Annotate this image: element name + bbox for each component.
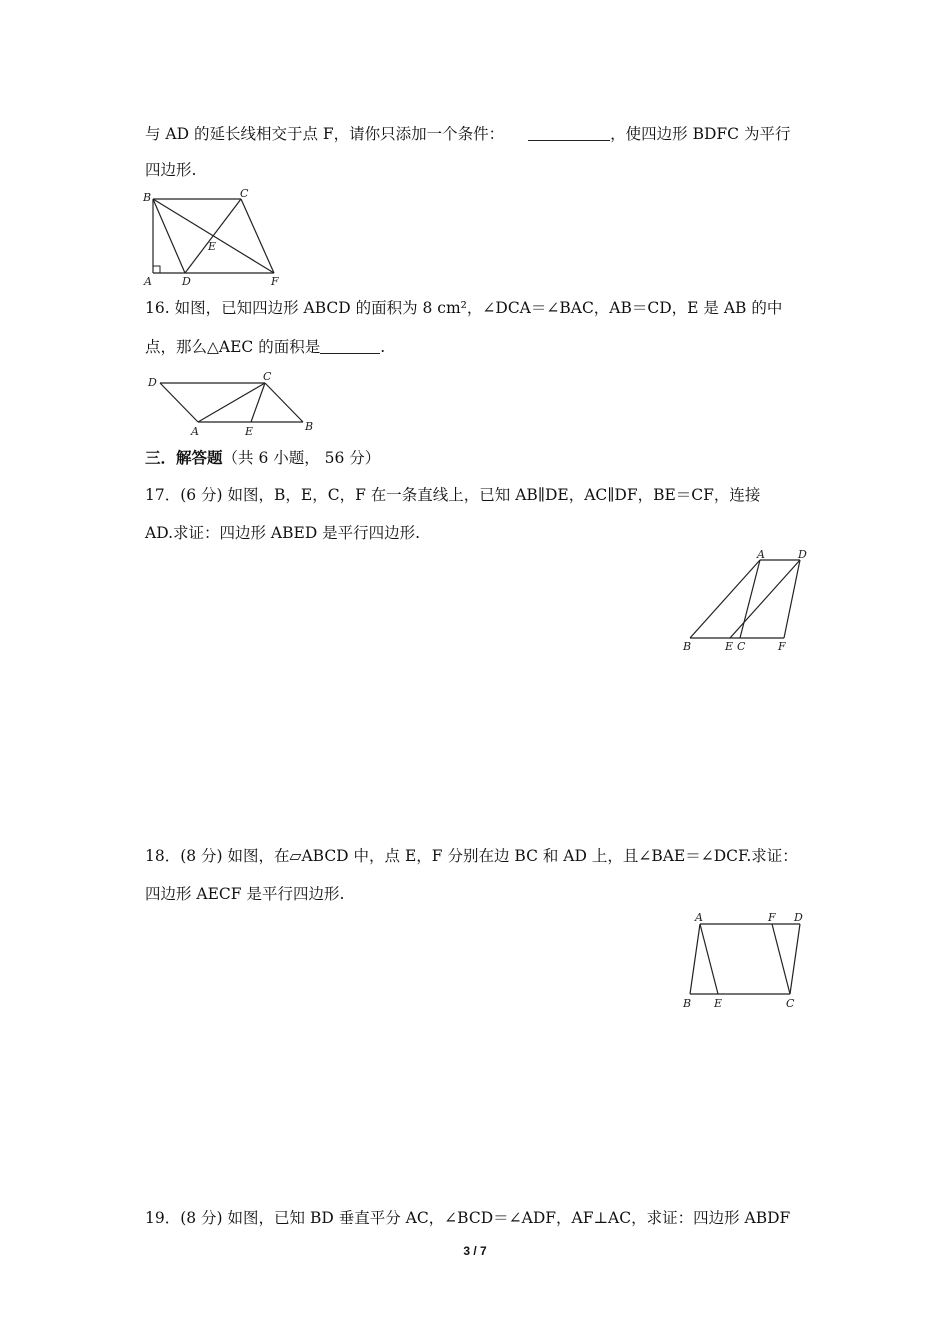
q17-line-1: 17．(6 分) 如图，B，E，C，F 在一条直线上，已知 AB∥DE，AC∥DF，BE＝CF，连接 xyxy=(145,486,761,504)
right-angle-mark xyxy=(153,266,160,273)
q15-answer-blank[interactable] xyxy=(528,126,610,141)
section-3-title: 三．解答题 xyxy=(145,448,223,467)
label-a: A xyxy=(144,275,152,288)
q16-text-a: 点，那么△AEC 的面积是 xyxy=(145,338,321,356)
seg-fc xyxy=(772,924,790,994)
q17-line-2: AD.求证：四边形 ABED 是平行四边形. xyxy=(145,524,421,542)
q15-line-2: 四边形. xyxy=(145,161,197,179)
seg-ab xyxy=(690,924,700,994)
label-e: E xyxy=(208,240,217,253)
q15-line-1 xyxy=(145,124,790,144)
q15-text-a: 与 AD 的延长线相交于点 F，请你只添加一个条件： xyxy=(145,125,505,143)
seg-ae xyxy=(700,924,718,994)
label-d: D xyxy=(794,911,803,924)
page-number: 3 / 7 xyxy=(463,1244,487,1258)
label-b: B xyxy=(305,420,314,433)
seg-da xyxy=(160,383,198,422)
q15-figure xyxy=(140,187,300,290)
label-a: A xyxy=(191,425,199,438)
label-a: A xyxy=(757,548,765,561)
seg-df xyxy=(784,560,800,638)
section-3-note: （共 6 小题， 56 分） xyxy=(222,449,381,467)
label-f: F xyxy=(768,911,776,924)
label-d: D xyxy=(182,275,191,288)
seg-ed xyxy=(730,560,800,638)
label-c: C xyxy=(263,370,272,383)
q18-line-2: 四边形 AECF 是平行四边形. xyxy=(145,885,345,903)
label-e: E xyxy=(245,425,254,438)
q19-line-1: 19．(8 分) 如图，已知 BD 垂直平分 AC，∠BCD＝∠ADF，AF⊥AC，求证：四边形 ABDF xyxy=(145,1209,791,1227)
label-f: F xyxy=(271,275,279,288)
label-f: F xyxy=(778,640,786,653)
seg-ac xyxy=(198,383,265,422)
label-b: B xyxy=(683,997,692,1010)
seg-cd xyxy=(185,199,241,273)
seg-ec xyxy=(251,383,265,422)
label-d: D xyxy=(148,376,157,389)
q17-figure xyxy=(680,548,820,658)
seg-dc xyxy=(790,924,800,994)
label-e: E xyxy=(714,997,723,1010)
q18-line-1: 18．(8 分) 如图，在▱ABCD 中，点 E，F 分别在边 BC 和 AD 上，且∠BAE＝∠DCF.求证： xyxy=(145,847,798,865)
label-b: B xyxy=(683,640,692,653)
label-c: C xyxy=(737,640,746,653)
label-e: E xyxy=(725,640,734,653)
q16-line-1: 16. 如图，已知四边形 ABCD 的面积为 8 cm²，∠DCA＝∠BAC，AB＝CD，E 是 AB 的中 xyxy=(145,299,783,317)
q16-line-2 xyxy=(145,337,385,357)
seg-cb xyxy=(265,383,303,422)
q18-figure xyxy=(680,908,820,1018)
seg-cf xyxy=(241,199,274,273)
seg-bd xyxy=(153,199,185,273)
label-b: B xyxy=(143,191,152,204)
label-d: D xyxy=(798,548,807,561)
label-c: C xyxy=(786,997,795,1010)
label-c: C xyxy=(240,187,249,200)
label-a: A xyxy=(695,911,703,924)
section-3-heading xyxy=(145,448,380,468)
q15-text-b: ，使四边形 BDFC 为平行 xyxy=(610,125,791,143)
q16-figure xyxy=(145,370,325,440)
q16-answer-blank[interactable] xyxy=(320,339,380,354)
q16-text-b: . xyxy=(380,338,386,356)
